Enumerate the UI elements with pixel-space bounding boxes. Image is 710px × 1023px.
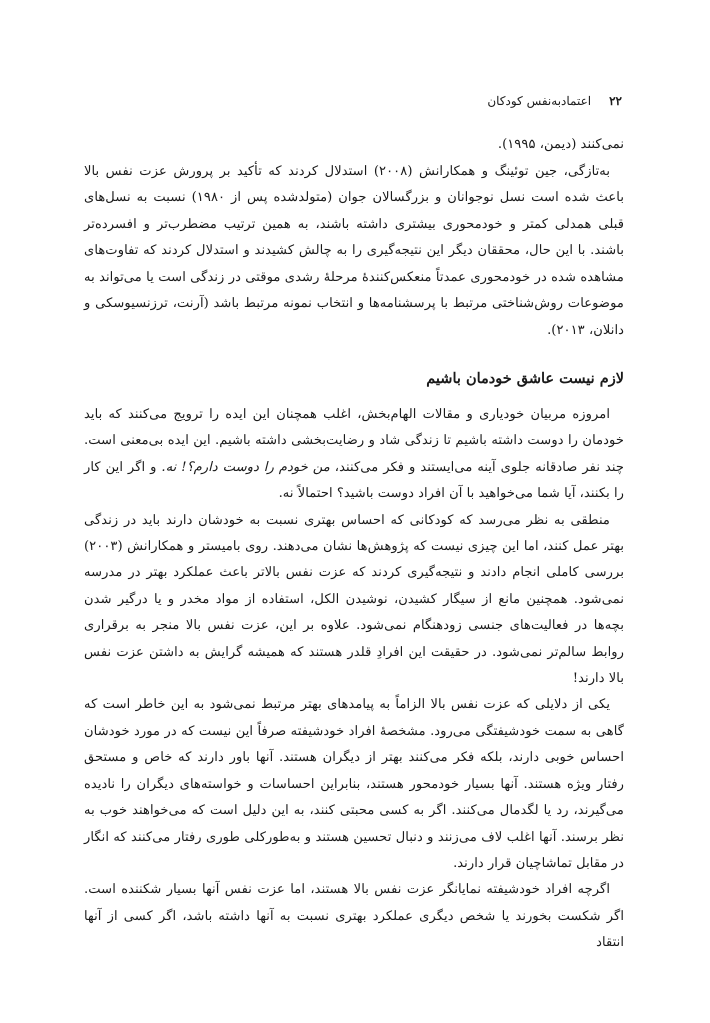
- paragraph-text: امروزه مربیان خودیاری و مقالات الهام‌بخش، اغلب همچنان این ایده را ترویج می‌کنند که باید خودمان را دوست داشته باشیم تا زندگی شاد و رضایت‌بخشی داشته باشیم. این ایده بی‌معنی است. چند نفر صادقانه جلوی آینه می‌ایستند و فکر می‌کنند،: [84, 407, 624, 475]
- paragraph: [84, 402, 624, 508]
- paragraph-text: منطقی به نظر می‌رسد که کودکانی که احساس بهتری نسبت به خودشان دارند باید در زندگی بهتر عمل کنند، اما این چیزی نیست که پژوهش‌ها نشان می‌دهند. روی بامیستر و همکارانش (۲۰۰۳) بررسی کاملی انجام دادند و نتیجه‌گیری کردند که عزت نفس بالاتر باعث عملکرد بهتر در مدرسه نمی‌شود. همچنین مانع از سیگار کشیدن، نوشیدن الکل، استفاده از مواد مخدر و یا درگیر شدن بچه‌ها در فعالیت‌های جنسی زودهنگام نمی‌شود. علاوه بر این، عزت نفس بالا منجر به برقراری روابط سالم‌تر نمی‌شود. در حقیقت این افرادِ قلدر هستند که همیشه گرایش به داشتن عزت نفس بالا دارند!: [84, 512, 624, 687]
- paragraph: [84, 692, 624, 877]
- paragraph-text: اگرچه افراد خودشیفته نمایانگر عزت نفس بالا هستند، اما عزت نفس آنها بسیار شکننده است. اگر شکست بخورند یا شخص دیگری عملکرد بهتری نسبت به آنها داشته باشد، اگر کسی از آنها انتقاد: [84, 882, 624, 951]
- paragraph: [84, 508, 624, 693]
- running-title: اعتمادبه‌نفس کودکان: [487, 94, 592, 108]
- intro-text: [84, 132, 624, 344]
- section-text: [84, 402, 624, 957]
- paragraph: [84, 877, 624, 956]
- section-heading: لازم نیست عاشق خودمان باشیم: [426, 370, 624, 387]
- page-number: ۲۲: [609, 94, 622, 108]
- paragraph: به‌تازگی، جین توئینگ و همکارانش (۲۰۰۸) استدلال کردند که تأکید بر پرورش عزت نفس بالا باعث شده است نسل نوجوانان و بزرگسالان جوان (متولدشده پس از ۱۹۸۰) نسبت به نسل‌های قبلی همدلی کمتر و خودمحوری بیشتری داشته باشند، به همین ترتیب مضطرب‌تر و افسرده‌تر باشند. با این حال، محققان دیگر این نتیجه‌گیری را به چالش کشیدند و استدلال کردند که تفاوت‌های مشاهده شده در خودمحوری عمدتاً منعکس‌کنندهٔ مرحلهٔ رشدی موقتی در زندگی است یا می‌تواند به موضوعات روش‌شناختی مرتبط با پرسشنامه‌ها و انتخاب نمونه مرتبط باشد (آرنت، ترزنسیوسکی و دانلان، ۲۰۱۳).: [84, 163, 624, 338]
- paragraph-text: یکی از دلایلی که عزت نفس بالا الزاماً به پیامدهای بهتر مرتبط نمی‌شود به این خاطر است که گاهی به سمت خودشیفتگی می‌رود. مشخصهٔ افراد خودشیفته صرفاً این نیست که در مورد خودشان احساس خوبی دارند، بلکه فکر می‌کنند بهتر از دیگران هستند. آنها باور دارند که خاص و مستحق رفتار ویژه هستند. آنها بسیار خودمحور هستند، بنابراین احساسات و خواسته‌های دیگران را نادیده می‌گیرند، رد یا لگدمال می‌کنند. اگر به کسی محبتی کنند، به این دلیل است که می‌خواهند خوب به نظر برسند. آنها اغلب لاف می‌زنند و دنبال تحسین هستند و به‌طورکلی طوری رفتار می‌کنند که انگار در مقابل تماشاچیان قرار دارند.: [84, 697, 624, 871]
- emphasized-text: من خودم را دوست دارم؟! نه.: [161, 459, 330, 475]
- running-header: [88, 94, 622, 114]
- paragraph: نمی‌کنند (دیمن، ۱۹۹۵).: [497, 137, 624, 152]
- paragraph-text: و اگر این کار را بکنند، آیا شما می‌خواهید با آن افراد دوست باشید؟ احتمالاً نه.: [84, 459, 624, 502]
